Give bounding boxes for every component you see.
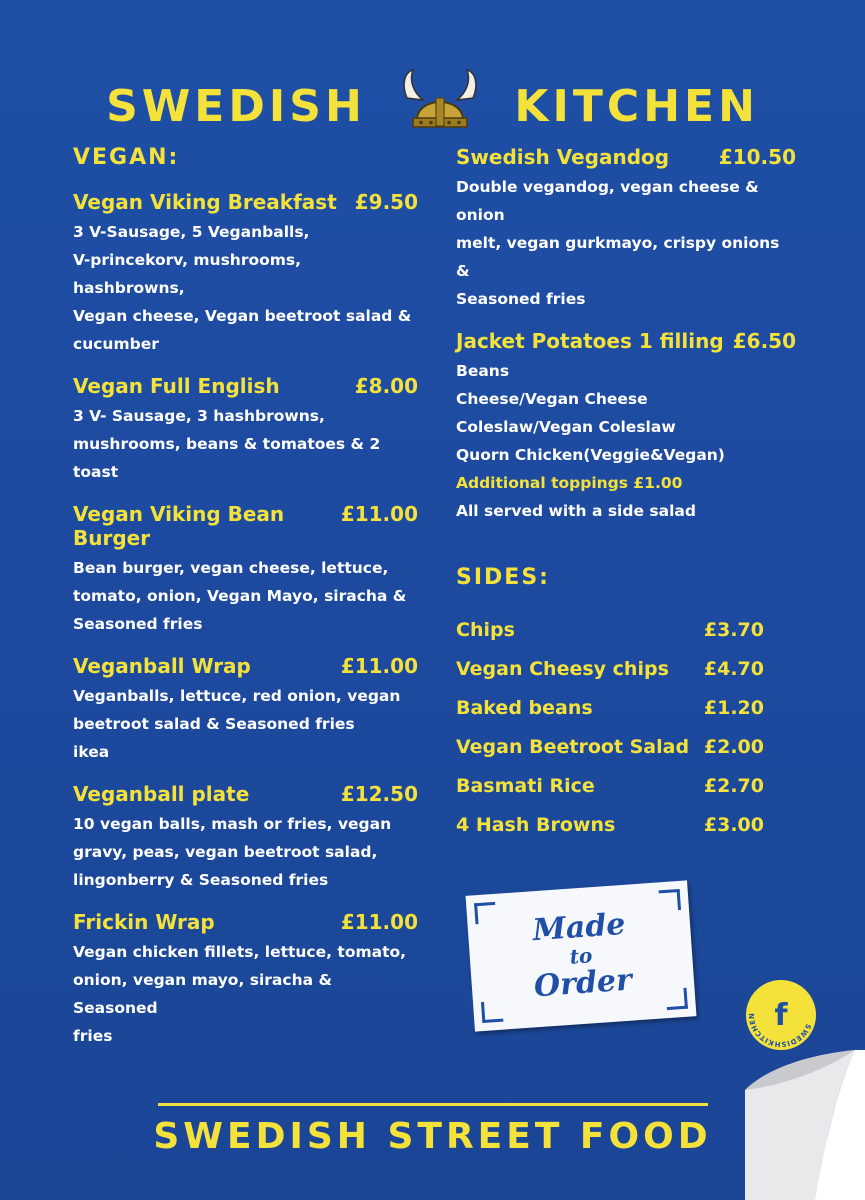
- description-line: onion, vegan mayo, siracha & Seasoned: [73, 971, 332, 1017]
- svg-text:SWEDISHKITCHEN: [748, 1013, 812, 1049]
- side-item-name: Chips: [456, 618, 515, 641]
- menu-item-description: [73, 554, 418, 638]
- made-to-order-badge: [466, 880, 697, 1031]
- menu-item-header: [73, 502, 418, 550]
- menu-item-header: [73, 910, 418, 934]
- additional-toppings-note: Additional toppings £1.00: [456, 474, 683, 492]
- social-handle: SWEDISHKITCHEN: [747, 1012, 813, 1049]
- menu-item-name: Veganball Wrap: [73, 654, 251, 678]
- vegan-section-title: VEGAN:: [73, 145, 180, 170]
- description-line: cucumber: [73, 335, 159, 353]
- menu-item-description: [456, 173, 796, 313]
- description-line: Coleslaw/Vegan Coleslaw: [456, 418, 676, 436]
- description-line: beetroot salad & Seasoned fries: [73, 715, 355, 733]
- menu-item: [73, 502, 418, 638]
- sides-section-title: SIDES:: [456, 565, 550, 590]
- side-item-name: Vegan Cheesy chips: [456, 657, 669, 680]
- description-line: Double vegandog, vegan cheese & onion: [456, 178, 759, 224]
- right-column: [456, 145, 796, 844]
- page-title: [0, 68, 865, 145]
- side-item: [456, 766, 764, 805]
- description-line: Veganballs, lettuce, red onion, vegan: [73, 687, 401, 705]
- description-line: V-princekorv, mushrooms, hashbrowns,: [73, 251, 302, 297]
- side-item-name: Baked beans: [456, 696, 593, 719]
- menu-item-header: [456, 145, 796, 169]
- description-line: Vegan chicken fillets, lettuce, tomato,: [73, 943, 407, 961]
- menu-item-name: Swedish Vegandog: [456, 145, 670, 169]
- menu-item-description: [456, 357, 796, 525]
- right-item-list: [456, 145, 796, 525]
- side-item-price: £2.00: [703, 735, 764, 758]
- description-line: 3 V-Sausage, 5 Veganballs,: [73, 223, 310, 241]
- menu-item: [73, 654, 418, 766]
- side-item: [456, 727, 764, 766]
- description-line: toast: [73, 463, 119, 481]
- description-line: fries: [73, 1027, 113, 1045]
- description-line: Quorn Chicken(Veggie&Vegan): [456, 446, 725, 464]
- side-item: [456, 610, 764, 649]
- menu-item: [73, 782, 418, 894]
- footer-divider: [158, 1103, 708, 1106]
- title-right: KITCHEN: [514, 81, 759, 132]
- facebook-letter: f: [774, 997, 788, 1033]
- side-item-name: 4 Hash Browns: [456, 813, 616, 836]
- menu-item-header: [456, 329, 796, 353]
- vegan-item-list: [73, 190, 418, 1050]
- menu-item: [456, 329, 796, 525]
- side-item: [456, 688, 764, 727]
- menu-item-description: [73, 402, 418, 486]
- title-left: SWEDISH: [106, 81, 366, 132]
- description-line: 10 vegan balls, mash or fries, vegan: [73, 815, 392, 833]
- side-item: [456, 805, 764, 844]
- side-item-name: Basmati Rice: [456, 774, 595, 797]
- menu-item-description: [73, 810, 418, 894]
- description-line: Cheese/Vegan Cheese: [456, 390, 648, 408]
- description-line: melt, vegan gurkmayo, crispy onions &: [456, 234, 780, 280]
- vegan-column: [73, 145, 418, 1066]
- menu-item-name: Vegan Full English: [73, 374, 280, 398]
- description-line: Seasoned fries: [456, 290, 586, 308]
- menu-item: [73, 190, 418, 358]
- menu-item-price: £11.00: [340, 654, 418, 678]
- menu-item-description: [73, 938, 418, 1050]
- menu-item-price: £6.50: [732, 329, 796, 353]
- menu-item-price: £8.00: [354, 374, 418, 398]
- description-line: Beans: [456, 362, 510, 380]
- menu-item-price: £10.50: [718, 145, 796, 169]
- description-line: Vegan cheese, Vegan beetroot salad &: [73, 307, 412, 325]
- page-curl-flag: [745, 1050, 865, 1200]
- description-line: mushrooms, beans & tomatoes & 2: [73, 435, 381, 453]
- menu-item-description: [73, 682, 418, 766]
- menu-item-price: £9.50: [354, 190, 418, 214]
- facebook-icon[interactable]: [746, 980, 816, 1050]
- menu-item: [73, 910, 418, 1050]
- menu-item-name: Veganball plate: [73, 782, 250, 806]
- footer-tagline: SWEDISH STREET FOOD: [153, 1116, 712, 1157]
- menu-item-price: £11.00: [340, 502, 418, 526]
- menu-item-description: [73, 218, 418, 358]
- menu-item-name: Frickin Wrap: [73, 910, 215, 934]
- menu-item-header: [73, 654, 418, 678]
- menu-item-price: £11.00: [340, 910, 418, 934]
- side-item-price: £3.00: [703, 813, 764, 836]
- side-salad-note: All served with a side salad: [456, 502, 696, 520]
- viking-helmet-icon: [399, 68, 481, 145]
- menu-item-name: Vegan Viking Bean Burger: [73, 502, 285, 550]
- side-item-price: £4.70: [703, 657, 764, 680]
- description-line: 3 V- Sausage, 3 hashbrowns,: [73, 407, 325, 425]
- badge-line-1: Made: [531, 906, 627, 949]
- badge-line-2: to: [568, 943, 594, 969]
- description-line: tomato, onion, Vegan Mayo, siracha &: [73, 587, 407, 605]
- menu-item: [456, 145, 796, 313]
- description-line: ikea: [73, 743, 110, 761]
- menu-item-header: [73, 374, 418, 398]
- description-line: lingonberry & Seasoned fries: [73, 871, 329, 889]
- side-item-price: £2.70: [703, 774, 764, 797]
- sides-section: [456, 565, 796, 844]
- side-item-name: Vegan Beetroot Salad: [456, 735, 690, 758]
- badge-line-3: Order: [532, 962, 633, 1005]
- sides-list: [456, 610, 796, 844]
- description-line: Bean burger, vegan cheese, lettuce,: [73, 559, 389, 577]
- menu-item-price: £12.50: [340, 782, 418, 806]
- side-item-price: £3.70: [703, 618, 764, 641]
- description-line: Seasoned fries: [73, 615, 203, 633]
- menu-item-name: Jacket Potatoes 1 filling: [456, 329, 724, 353]
- side-item-price: £1.20: [703, 696, 764, 719]
- side-item: [456, 649, 764, 688]
- description-line: gravy, peas, vegan beetroot salad,: [73, 843, 378, 861]
- menu-item-header: [73, 782, 418, 806]
- menu-item: [73, 374, 418, 486]
- menu-item-header: [73, 190, 418, 214]
- menu-item-name: Vegan Viking Breakfast: [73, 190, 337, 214]
